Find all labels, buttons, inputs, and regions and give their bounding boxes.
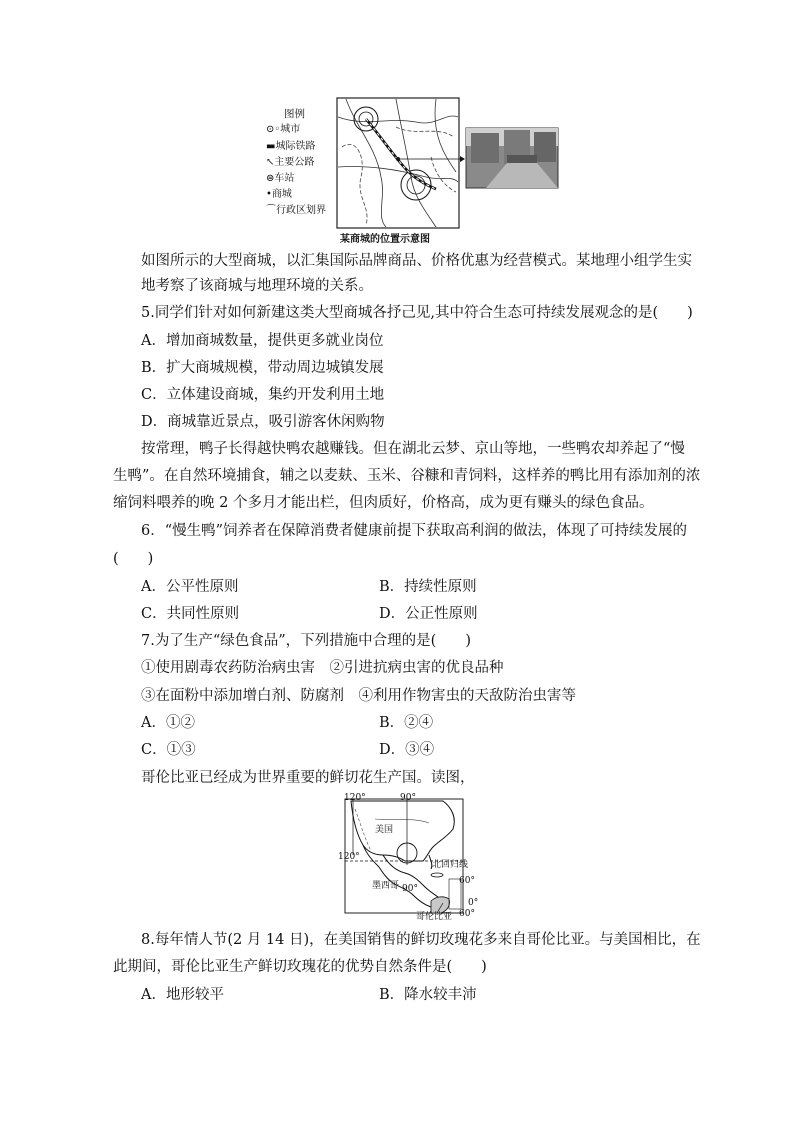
legend-road: ↖主要公路 (266, 157, 315, 168)
q6-stem-line1: 6．“慢生鸭”饲养者在保障消费者健康前提下获取高利润的做法，体现了可持续发展的 (141, 523, 688, 539)
q8-stem-line2: 此期间，哥伦比亚生产鲜切玫瑰花的优势自然条件是( ) (113, 959, 487, 975)
legend-boundary: ⌒行政区划界 (266, 205, 326, 216)
q8-stem-line1: 8.每年情人节(2 月 14 日)，在美国销售的鲜切玫瑰花多来自哥伦比亚。与美国相比，在 (141, 932, 701, 948)
legend-mall: •商城 (266, 189, 292, 200)
legend-city: ⊙◦城市 (266, 124, 301, 135)
road-icon: ↖ (266, 157, 275, 168)
intro1-line1: 如图所示的大型商城，以汇集国际品牌商品、价格优惠为经营模式。某地理小组学生实 (141, 253, 692, 269)
label-colombia: 哥伦比亚 (416, 912, 453, 922)
intro2-line3: 缩饲料喂养的晚 2 个多月才能出栏，但肉质好，价格高，成为更有赚头的绿色食品。 (113, 495, 654, 511)
q5-option-a: A．增加商城数量，提供更多就业岗位 (141, 333, 384, 349)
intro2-line1: 按常理，鸭子长得越快鸭农越赚钱。但在湖北云梦、京山等地，一些鸭农却养起了“慢 (141, 441, 685, 457)
label-s60: 60° (459, 909, 475, 919)
intro1-line2: 地考察了该商城与地理环境的关系。 (141, 278, 373, 294)
intro2-line2: 生鸭”。在自然环境捕食，辅之以麦麸、玉米、谷糠和青饲料，这样养的鸭比用有添加剂的浓 (113, 468, 701, 484)
q8-option-a: A．地形较平 (141, 987, 224, 1003)
label-usa: 美国 (375, 825, 394, 835)
q7-items-line2: ③在面粉中添加增白剂、防腐剂 ④利用作物害虫的天敌防治虫害等 (141, 688, 576, 704)
q7-stem: 7.为了生产“绿色食品”，下列措施中合理的是( ) (141, 633, 471, 649)
city-icon: ⊙◦ (266, 124, 281, 135)
q8-option-b: B．降水较丰沛 (379, 987, 477, 1003)
mall-map (336, 97, 560, 233)
label-mexico: 墨西哥 (372, 881, 400, 891)
q7-option-d: D．③④ (379, 742, 435, 758)
q5-stem: 5.同学们针对如何新建这类大型商城各抒己见,其中符合生态可持续发展观念的是( ) (141, 305, 693, 321)
mall-icon: • (266, 189, 272, 200)
q7-option-c: C．①③ (141, 742, 196, 758)
label-lat-120: 120° (338, 852, 360, 862)
label-lon-120: 120° (344, 793, 366, 803)
figure1-caption: 某商城的位置示意图 (340, 234, 430, 245)
boundary-icon: ⌒ (266, 205, 276, 216)
label-e60: 60° (459, 876, 475, 886)
q5-option-d: D．商城靠近景点，吸引游客休闲购物 (141, 414, 385, 430)
label-lon-90: 90° (400, 793, 416, 803)
label-tropic: 北回归线 (432, 860, 469, 870)
legend-railway: ▬城际铁路 (266, 141, 316, 152)
q6-option-b: B．持续性原则 (379, 579, 477, 595)
q5-option-b: B．扩大商城规模，带动周边城镇发展 (141, 360, 384, 376)
label-lat-90: 90° (402, 884, 418, 894)
q6-option-c: C．共同性原则 (141, 606, 240, 622)
station-icon: ⊜ (266, 173, 275, 184)
legend-station: ⊜车站 (266, 173, 295, 184)
q7-option-b: B．②④ (379, 715, 434, 731)
railway-icon: ▬ (266, 141, 276, 152)
label-e0: 0° (468, 898, 479, 908)
q5-option-c: C．立体建设商城，集约开发利用土地 (141, 387, 385, 403)
q7-items-line1: ①使用剧毒农药防治病虫害 ②引进抗病虫害的优良品种 (141, 660, 504, 676)
q6-stem-line2: ( ) (113, 551, 154, 567)
intro3: 哥伦比亚已经成为世界重要的鲜切花生产国。读图， (141, 770, 475, 786)
q6-option-a: A．公平性原则 (141, 579, 239, 595)
legend-title: 图例 (284, 108, 305, 120)
q6-option-d: D．公正性原则 (379, 606, 478, 622)
q7-option-a: A．①② (141, 715, 195, 731)
